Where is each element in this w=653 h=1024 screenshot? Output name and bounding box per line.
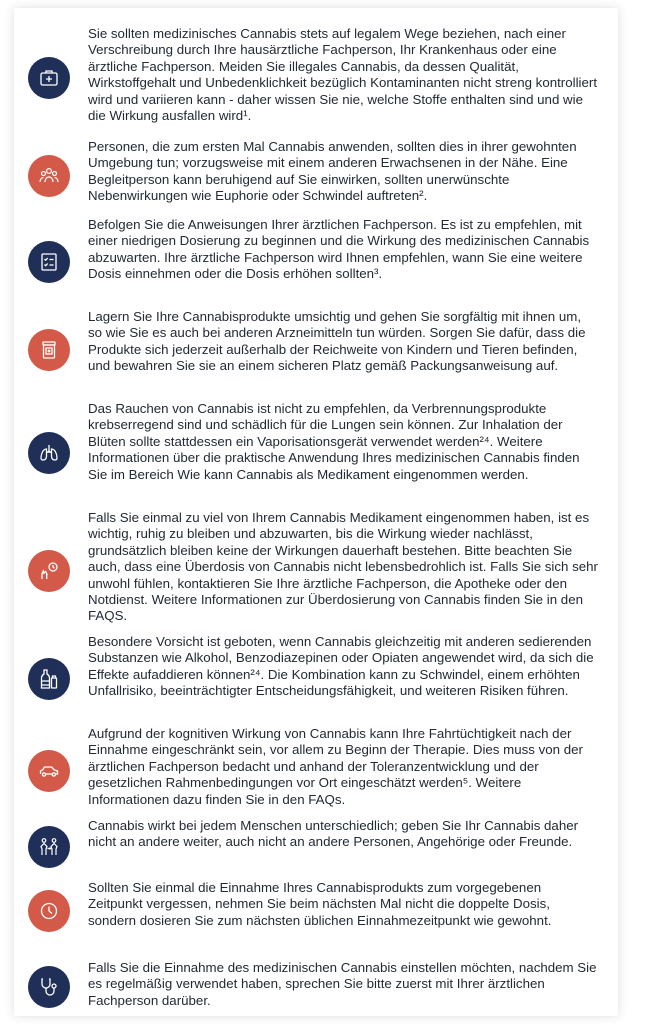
list-item: [14, 401, 618, 501]
item-text: Lagern Sie Ihre Cannabisprodukte umsichtig und gehen Sie sorgfältig mit ihnen um, so wie Sie es auch bei anderen Arzneimitteln tun würden. Sorgen Sie dafür, dass die Produkte sich jederzeit außerhalb der Reichweite von Kindern und Tieren befinden, und bewahren Sie sie an einem sicheren Platz gemäß Packungsanweisung auf.: [88, 309, 586, 374]
list-item: [14, 960, 618, 1012]
medicine-jar-icon: [28, 329, 70, 371]
list-item: [14, 139, 618, 207]
people-group-icon: [28, 155, 70, 197]
item-text: Das Rauchen von Cannabis ist nicht zu empfehlen, da Verbrennungsprodukte krebserregend sind und schädlich für die Lungen sein können. Zur Inhalation der Blüten sollte stattdessen ein Vaporisationsgerät verwendet werden²⁴. Weitere Informationen über die praktische Anwendung Ihres medizinischen Cannabis finden Sie im Bereich Wie kann Cannabis als Medikament eingenommen werden.: [88, 401, 580, 482]
list-item: [14, 26, 618, 126]
people-exchange-icon: [28, 826, 70, 868]
item-text: Falls Sie einmal zu viel von Ihrem Cannabis Medikament eingenommen haben, ist es wichtig, ruhig zu bleiben und abzuwarten, bis die Wirkung wieder nachlässt, grundsätzlich bleiben keine der Wirkungen dauerhaft bestehen. Bitte beachten Sie auch, dass eine Überdosis von Cannabis nicht lebensbedrohlich ist. Falls Sie sich sehr unwohl fühlen, kontaktieren Sie Ihre ärztliche Fachperson, die Apotheke oder den Notdienst. Weitere Informationen zur Überdosierung von Cannabis finden Sie in den FAQS.: [88, 510, 598, 624]
list-item: [14, 634, 618, 718]
item-text: Falls Sie die Einnahme des medizinischen Cannabis einstellen möchten, nachdem Sie es regelmäßig verwendet haben, sprechen Sie bitte zuerst mit Ihrer ärztlichen Fachperson darüber.: [88, 960, 597, 1008]
list-item: [14, 726, 618, 810]
info-card: [14, 8, 618, 1016]
hand-clock-icon: [28, 550, 70, 592]
stethoscope-icon: [28, 966, 70, 1008]
item-text: Cannabis wirkt bei jedem Menschen unterschiedlich; geben Sie Ihr Cannabis daher nicht an andere weiter, auch nicht an andere Personen, Angehörige oder Freunde.: [88, 818, 579, 850]
list-item: [14, 880, 618, 948]
clock-icon: [28, 890, 70, 932]
first-aid-kit-icon: [28, 57, 70, 99]
item-text: Personen, die zum ersten Mal Cannabis anwenden, sollten dies in ihrer gewohnten Umgebung tun; vorzugsweise mit einem anderen Erwachsenen in der Nähe. Eine Begleitperson kann beruhigend auf Sie einwirken, sollten unerwünschte Nebenwirkungen wie Euphorie oder Schwindel auftreten².: [88, 139, 577, 204]
item-text: Besondere Vorsicht ist geboten, wenn Cannabis gleichzeitig mit anderen sedierenden Substanzen wie Alkohol, Benzodiazepinen oder Opiaten angewendet wird, da sich die Effekte aufaddieren können²⁴. Die Kombination kann zu Schwindel, einem erhöhten Unfallrisiko, beeinträchtigter Entscheidungsfähigkeit, und weiteren Risiken führen.: [88, 634, 594, 699]
car-icon: [28, 750, 70, 792]
item-text: Sie sollten medizinisches Cannabis stets auf legalem Wege beziehen, nach einer Verschreibung durch Ihre hausärztliche Fachperson, Ihr Krankenhaus oder eine ärztliche Fachperson. Meiden Sie illegales Cannabis, da dessen Qualität, Wirkstoffgehalt und Unbedenklichkeit bezüglich Kontaminanten nicht streng kontrolliert wird und variieren kann - daher wissen Sie nie, welche Stoffe enthalten sind und wie die Wirkung ausfallen wird¹.: [88, 26, 598, 124]
list-item: [14, 818, 618, 870]
item-text: Befolgen Sie die Anweisungen Ihrer ärztlichen Fachperson. Es ist zu empfehlen, mit einer niedrigen Dosierung zu beginnen und die Wirkung des medizinischen Cannabis abzuwarten. Ihre ärztliche Fachperson wird Ihnen empfehlen, wann Sie eine weitere Dosis einnehmen oder die Dosis erhöhen sollten³.: [88, 217, 590, 282]
checklist-icon: [28, 241, 70, 283]
lungs-icon: [28, 432, 70, 474]
list-item: [14, 510, 618, 626]
item-text: Sollten Sie einmal die Einnahme Ihres Cannabisprodukts zum vorgegebenen Zeitpunkt vergessen, nehmen Sie beim nächsten Mal nicht die doppelte Dosis, sondern dosieren Sie zum nächsten üblichen Einnahmezeitpunkt wie gewohnt.: [88, 880, 552, 928]
list-item: [14, 217, 618, 301]
list-item: [14, 309, 618, 393]
bottles-icon: [28, 658, 70, 700]
item-text: Aufgrund der kognitiven Wirkung von Cannabis kann Ihre Fahrtüchtigkeit nach der Einnahme eingeschränkt sein, vor allem zu Beginn der Therapie. Dies muss von der ärztlichen Fachperson bedacht und anhand der Toleranzentwicklung und der gesetzlichen Rahmenbedingungen vor Ort eingeschätzt werden⁵. Weitere Informationen dazu finden Sie in den FAQs.: [88, 726, 583, 807]
